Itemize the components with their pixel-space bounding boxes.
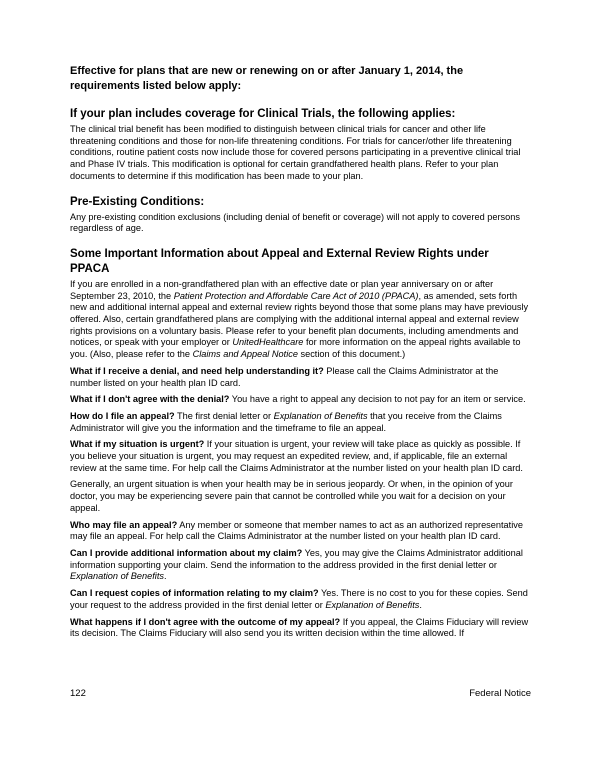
ppaca-act-citation: Patient Protection and Affordable Care Act of 2010 (PPACA) bbox=[173, 290, 419, 301]
section-ppaca-appeal-rights bbox=[70, 247, 531, 640]
qa-outcome-disagree bbox=[70, 617, 531, 640]
clinical-trials-heading: If your plan includes coverage for Clinical Trials, the following applies: bbox=[70, 108, 456, 120]
answer-text: Please call the Claims Administrator at the number listed on your health plan ID card. bbox=[70, 365, 499, 388]
question-text: What if I receive a denial, and need help understanding it? bbox=[70, 365, 324, 376]
page-content bbox=[70, 64, 531, 640]
answer-text: Any member or someone that member names to act as an authorized representative may file an appeal. For help call the Claims Administrator at the number listed on your health plan ID card. bbox=[70, 519, 523, 542]
question-text: Can I provide additional information about my claim? bbox=[70, 547, 303, 558]
page-footer bbox=[70, 688, 531, 700]
explanation-of-benefits-reference: Explanation of Benefits bbox=[325, 599, 420, 610]
explanation-of-benefits-reference: Explanation of Benefits bbox=[70, 571, 164, 582]
answer-text: The first denial letter or bbox=[174, 410, 274, 421]
page-number: 122 bbox=[70, 688, 86, 699]
footer-section-label: Federal Notice bbox=[469, 688, 531, 699]
question-text: How do I file an appeal? bbox=[70, 410, 175, 421]
qa-denial-help bbox=[70, 366, 531, 389]
question-text: What if my situation is urgent? bbox=[70, 439, 205, 450]
question-text: What if I don't agree with the denial? bbox=[70, 394, 230, 405]
qa-how-file-appeal bbox=[70, 411, 531, 434]
ppaca-intro-text: , as amended, sets forth new and additional internal appeal and external review rights beyond those that some plans may have previously offered. Also, certain grandfathered plans are complying with the additional internal appeal and external review rights provisions on a voluntary basis. Please refer to your benefit plan documents, including amendments and notices, or speak with your employer or bbox=[70, 290, 529, 348]
question-text: Can I request copies of information relating to my claim? bbox=[70, 588, 319, 599]
answer-text: . bbox=[419, 599, 422, 610]
qa-disagree-denial bbox=[70, 394, 531, 406]
ppaca-intro-text: If you are enrolled in a non-grandfathered plan with an effective date or plan year anniversary on or after September 23, 2010, the bbox=[70, 278, 494, 301]
intro-heading: Effective for plans that are new or renewing on or after January 1, 2014, the requirements listed below apply: bbox=[70, 65, 464, 92]
question-text: What happens if I don't agree with the outcome of my appeal? bbox=[70, 616, 341, 627]
answer-text: If your situation is urgent, your review will take place as quickly as possible. If you believe your situation is urgent, you may request an expedited review, and, if applicable, file an external review at the same time. For help call the Claims Administrator at the number listed on your health plan ID card. bbox=[70, 439, 523, 473]
ppaca-intro-paragraph bbox=[70, 279, 531, 361]
answer-text: If you appeal, the Claims Fiduciary will review its decision. The Claims Fiduciary will also send you its written decision within the time allowed. If bbox=[70, 616, 529, 639]
body-text: Generally, an urgent situation is when your health may be in serious jeopardy. Or when, in the opinion of your doctor, you may be experiencing severe pain that cannot be controlled while you wait for a decision on your appeal. bbox=[70, 479, 513, 513]
qa-urgent-situation bbox=[70, 439, 531, 474]
answer-text: Yes. There is no cost to you for these copies. Send your request to the address provided in the first denial letter or bbox=[70, 588, 528, 610]
ppaca-intro-text: section of this document.) bbox=[297, 349, 406, 360]
qa-who-may-file bbox=[70, 520, 531, 543]
question-text: Who may file an appeal? bbox=[70, 519, 178, 530]
answer-text: that you receive from the Claims Administrator will give you the information and the timeframe to file an appeal. bbox=[70, 410, 502, 433]
answer-text: Yes, you may give the Claims Administrator additional information supporting your claim. Send the information to the address provided in the first denial letter or bbox=[70, 547, 523, 570]
ppaca-heading: Some Important Information about Appeal and External Review Rights under PPACA bbox=[70, 247, 489, 275]
qa-additional-information bbox=[70, 548, 531, 583]
claims-appeal-notice-reference: Claims and Appeal Notice bbox=[192, 349, 298, 360]
section-pre-existing-conditions bbox=[70, 195, 531, 235]
ppaca-intro-text: for more information on the appeal rights available to you. (Also, please refer to the bbox=[70, 337, 521, 360]
clinical-trials-body: The clinical trial benefit has been modified to distinguish between clinical trials for cancer and other life threatening conditions and those for non-life threatening conditions. For trials for cancer/other life threatening conditions, routine patient costs now include those for covered persons participating in a preventive clinical trial and Phase IV trials. This modification is optional for certain grandfathered health plans. Refer to your plan documents to determine if this modification has been made to your plan. bbox=[70, 124, 521, 181]
qa-request-copies bbox=[70, 588, 531, 611]
answer-text: You have a right to appeal any decision to not pay for an item or service. bbox=[229, 394, 526, 405]
explanation-of-benefits-reference: Explanation of Benefits bbox=[273, 410, 368, 421]
answer-text: . bbox=[163, 571, 167, 582]
pre-existing-body: Any pre-existing condition exclusions (including denial of benefit or coverage) will not apply to covered persons regardless of age. bbox=[70, 211, 520, 234]
paragraph-urgent-definition bbox=[70, 479, 531, 514]
unitedhealthcare-name: UnitedHealthcare bbox=[232, 337, 304, 348]
pre-existing-heading: Pre-Existing Conditions: bbox=[70, 195, 205, 208]
section-clinical-trials bbox=[70, 107, 531, 183]
